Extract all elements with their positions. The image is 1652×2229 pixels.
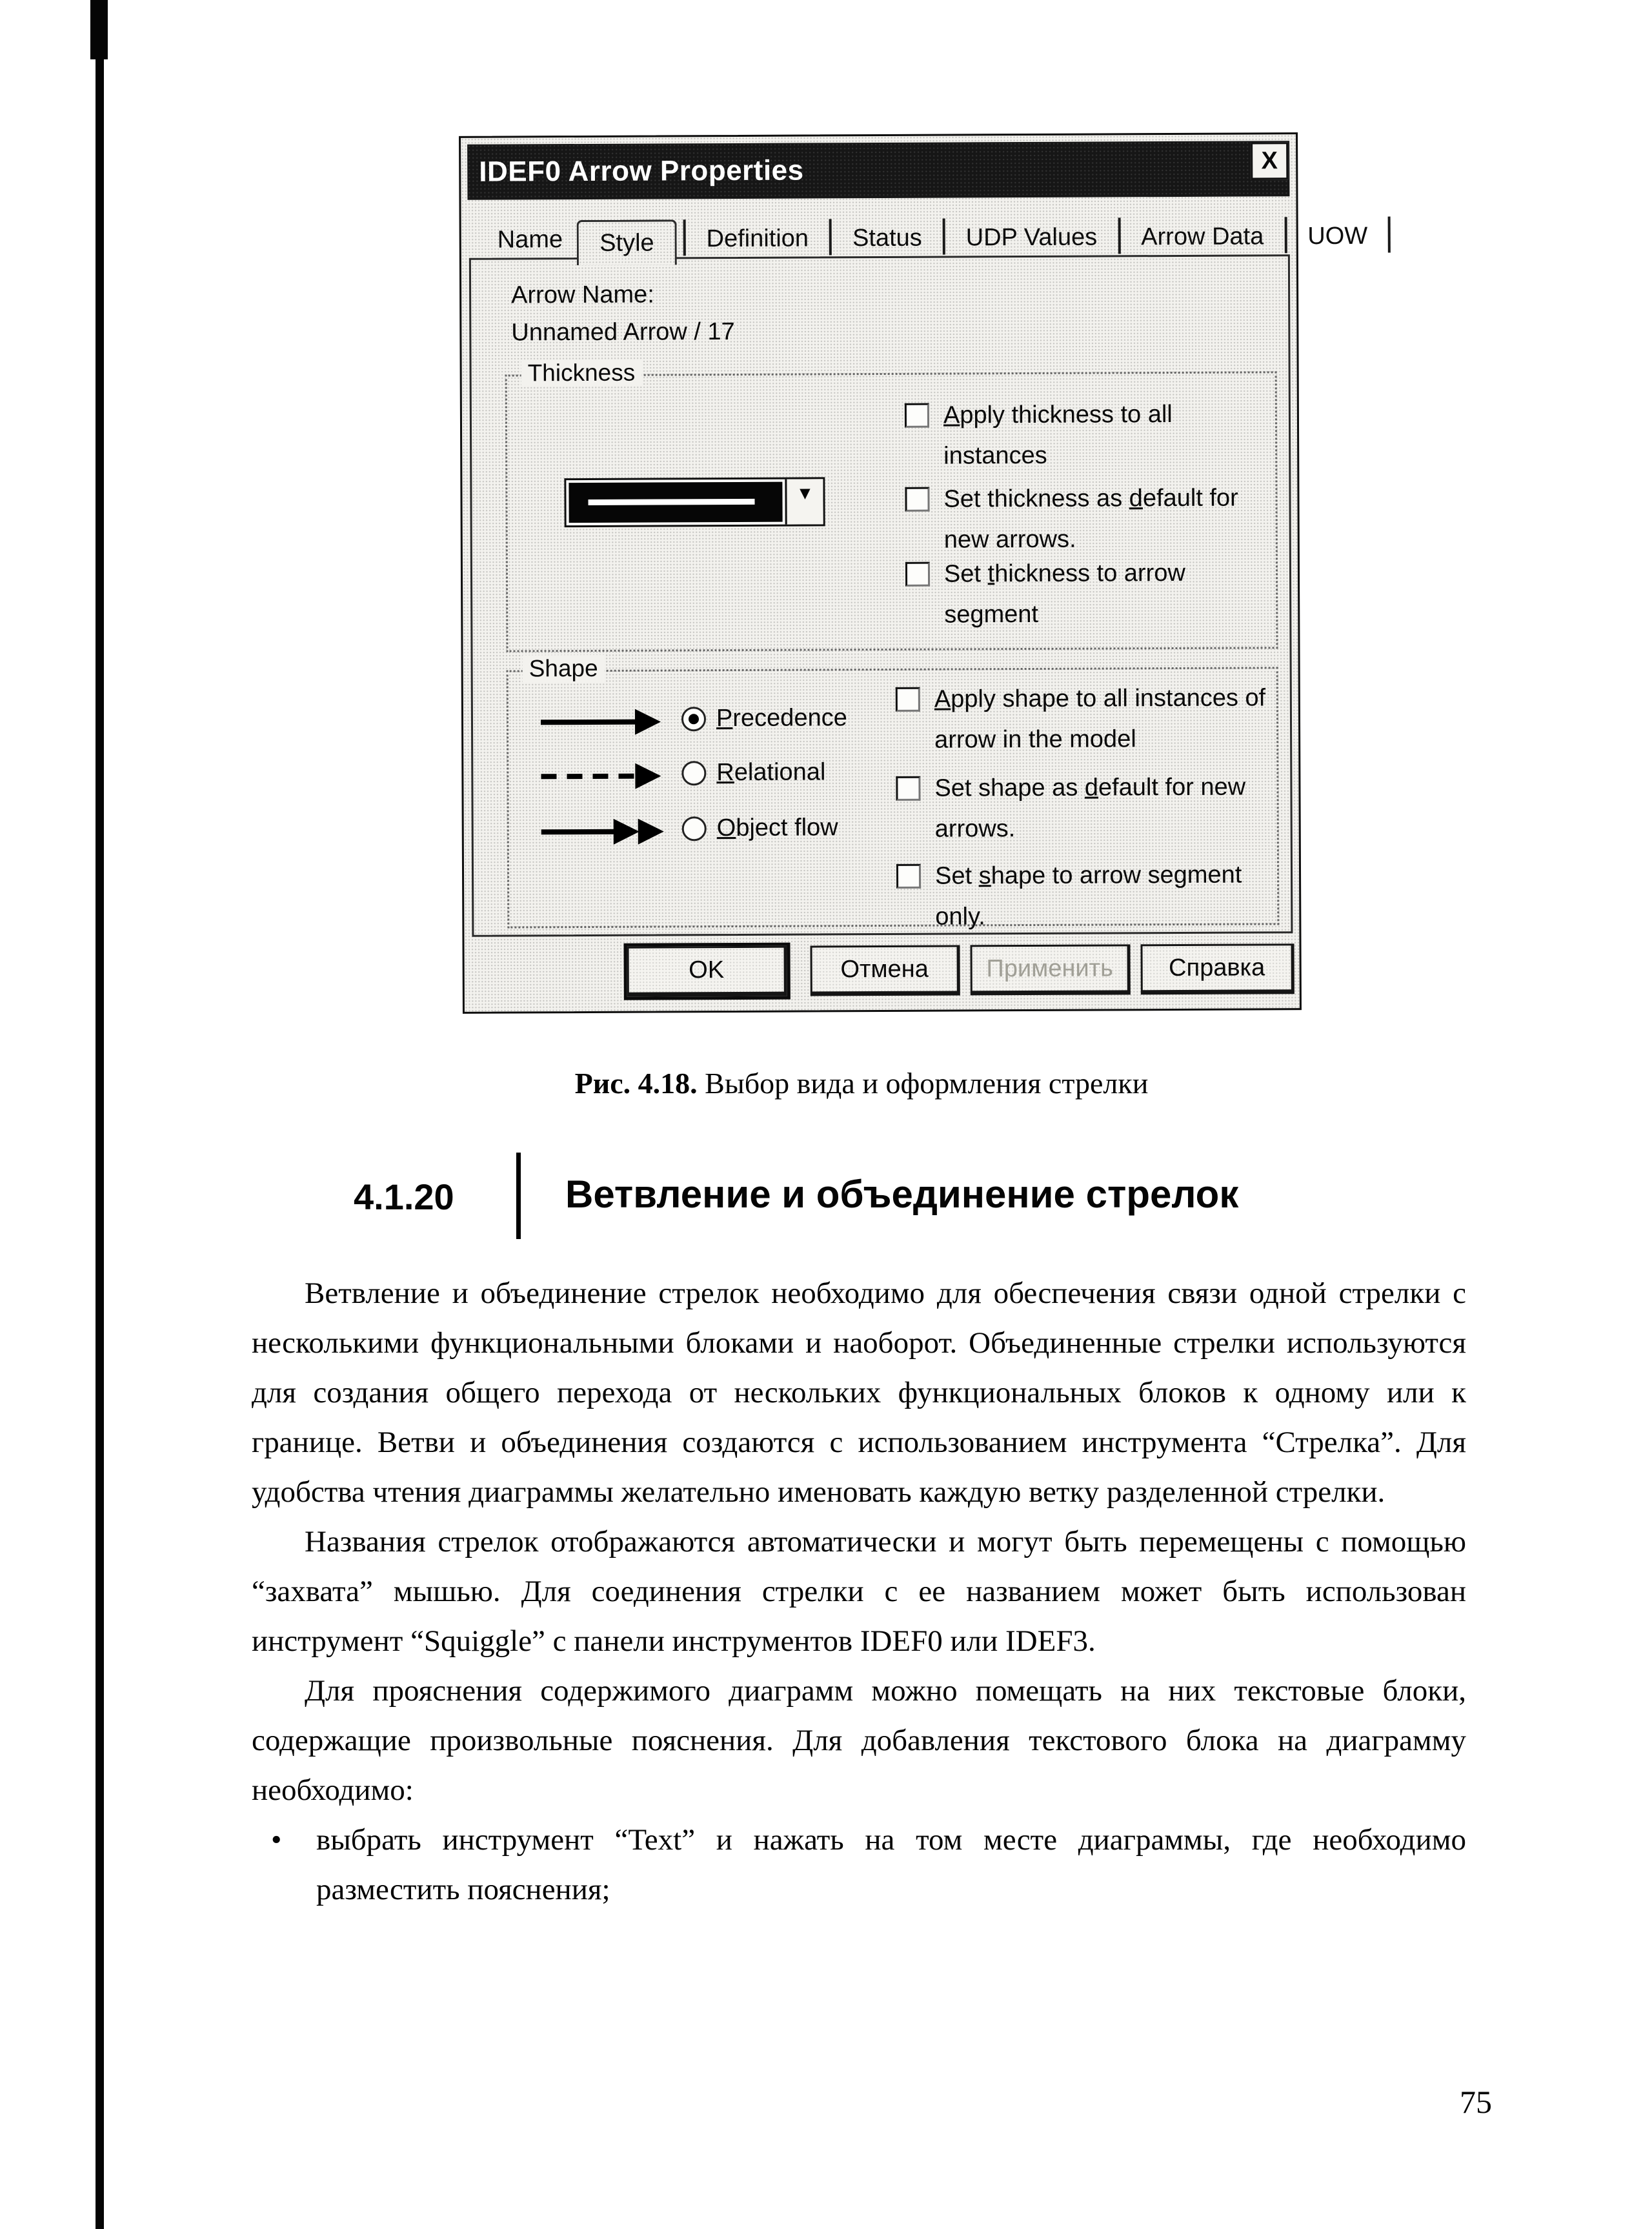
scan-binding-bar: [96, 0, 104, 2229]
tab-arrow-data[interactable]: Arrow Data: [1141, 223, 1264, 251]
help-button[interactable]: Справка: [1141, 943, 1294, 994]
tab-strip: [483, 206, 1398, 261]
precedence-arrow-icon: [541, 709, 665, 735]
tab-uow[interactable]: UOW: [1307, 222, 1368, 250]
default-thickness-label: Set thickness as default for new arrows.: [943, 484, 1238, 554]
object-flow-arrow-icon: [541, 818, 665, 845]
precedence-radio[interactable]: [681, 707, 706, 731]
apply-shape-label: Apply shape to all instances of arrow in the model: [934, 684, 1266, 754]
apply-thickness-checkbox[interactable]: [905, 403, 929, 428]
section-title: Ветвление и объединение стрелок: [565, 1173, 1239, 1216]
tab-separator: [683, 219, 685, 256]
tab-separator: [943, 219, 945, 255]
segment-thickness-checkbox[interactable]: [905, 562, 930, 587]
ok-button[interactable]: OK: [627, 946, 787, 997]
segment-thickness-label: Set thickness to arrow segment: [943, 559, 1185, 629]
thickness-group-label: Thickness: [521, 359, 642, 387]
tab-separator: [1388, 217, 1391, 253]
section-number: 4.1.20: [354, 1176, 454, 1217]
shape-groupbox: [507, 654, 1280, 931]
thickness-sample: [569, 482, 782, 523]
relational-label: Relational: [716, 758, 826, 787]
object-flow-radio-row: [682, 814, 838, 842]
bullet-marker: •: [271, 1823, 282, 1857]
relational-radio-row: [681, 758, 825, 787]
close-button[interactable]: [1251, 142, 1288, 179]
segment-thickness-check-row: [905, 558, 1242, 636]
default-thickness-check-row: [905, 483, 1241, 561]
body-text: [252, 1269, 1466, 1915]
cancel-button[interactable]: Отмена: [811, 945, 960, 996]
paragraph-2: Названия стрелок отображаются автоматически и могут быть перемещены с помощью “захвата” мышью. Для соединения стрелки с ее названием может быть использован инструмент “Squiggle” с панели инструментов IDEF0 или IDEF3.: [252, 1525, 1466, 1658]
apply-thickness-check-row: [905, 399, 1241, 477]
apply-button[interactable]: Применить: [971, 944, 1131, 995]
tab-style[interactable]: Style: [577, 219, 677, 265]
thickness-groupbox: [505, 359, 1278, 652]
apply-thickness-label: Apply thickness to all instances: [943, 401, 1173, 470]
bullet-item: [252, 1815, 1466, 1915]
scan-binding-mark: [90, 0, 108, 59]
relational-arrow-icon: [541, 763, 665, 789]
precedence-radio-row: [681, 704, 847, 732]
close-icon: X: [1261, 146, 1278, 174]
tab-separator: [829, 219, 832, 255]
style-tab-page: [469, 254, 1293, 937]
default-thickness-checkbox[interactable]: [905, 487, 929, 512]
segment-shape-checkbox[interactable]: [896, 864, 921, 889]
figure-caption: [252, 1066, 1471, 1100]
tab-udp-values[interactable]: UDP Values: [965, 223, 1098, 252]
tab-separator: [1118, 217, 1120, 254]
shape-group-label: Shape: [523, 655, 605, 683]
section-divider-bar: [516, 1153, 521, 1239]
figure-caption-text: Выбор вида и оформления стрелки: [697, 1067, 1149, 1100]
bullet-text: выбрать инструмент “Text” и нажать на том месте диаграммы, где необходимо разместить пояснения;: [316, 1823, 1466, 1906]
combobox-dropdown-button[interactable]: [785, 479, 823, 524]
default-shape-checkbox[interactable]: [896, 776, 920, 801]
thickness-combobox[interactable]: [564, 477, 825, 527]
arrow-name-label: Arrow Name:: [511, 281, 654, 309]
tab-status[interactable]: Status: [852, 224, 922, 252]
tab-name[interactable]: Name: [497, 226, 563, 254]
segment-shape-check-row: [896, 860, 1271, 938]
chevron-down-icon: ▼: [796, 483, 814, 503]
idef0-arrow-properties-dialog: [459, 132, 1368, 1014]
page-number: 75: [1460, 2084, 1492, 2120]
tab-separator: [1284, 217, 1287, 253]
arrow-name-value: Unnamed Arrow / 17: [511, 318, 735, 347]
dialog-title: IDEF0 Arrow Properties: [479, 154, 804, 188]
dialog-titlebar[interactable]: [467, 141, 1289, 200]
figure-caption-label: Рис. 4.18.: [574, 1067, 698, 1100]
default-shape-check-row: [896, 772, 1271, 850]
precedence-label: Precedence: [716, 704, 847, 732]
relational-radio[interactable]: [681, 761, 706, 785]
apply-shape-checkbox[interactable]: [896, 687, 920, 712]
tab-definition[interactable]: Definition: [706, 225, 809, 253]
apply-shape-check-row: [896, 683, 1271, 761]
object-flow-label: Object flow: [716, 814, 838, 842]
segment-shape-label: Set shape to arrow segment only.: [934, 861, 1242, 931]
default-shape-label: Set shape as default for new arrows.: [934, 773, 1246, 843]
paragraph-1: Ветвление и объединение стрелок необходимо для обеспечения связи одной стрелки с несколькими функциональными блоками и наоборот. Объединенные стрелки используются для создания общего перехода от нескольких функциональных блоков к одному или к границе. Ветви и объединения создаются с использованием инструмента “Стрелка”. Для удобства чтения диаграммы желательно именовать каждую ветку разделенной стрелки.: [252, 1276, 1466, 1509]
object-flow-radio[interactable]: [682, 816, 707, 841]
paragraph-3: Для прояснения содержимого диаграмм можно помещать на них текстовые блоки, содержащие произвольные пояснения. Для добавления текстового блока на диаграмму необходимо:: [252, 1674, 1466, 1807]
thickness-line-sample: [588, 499, 754, 505]
